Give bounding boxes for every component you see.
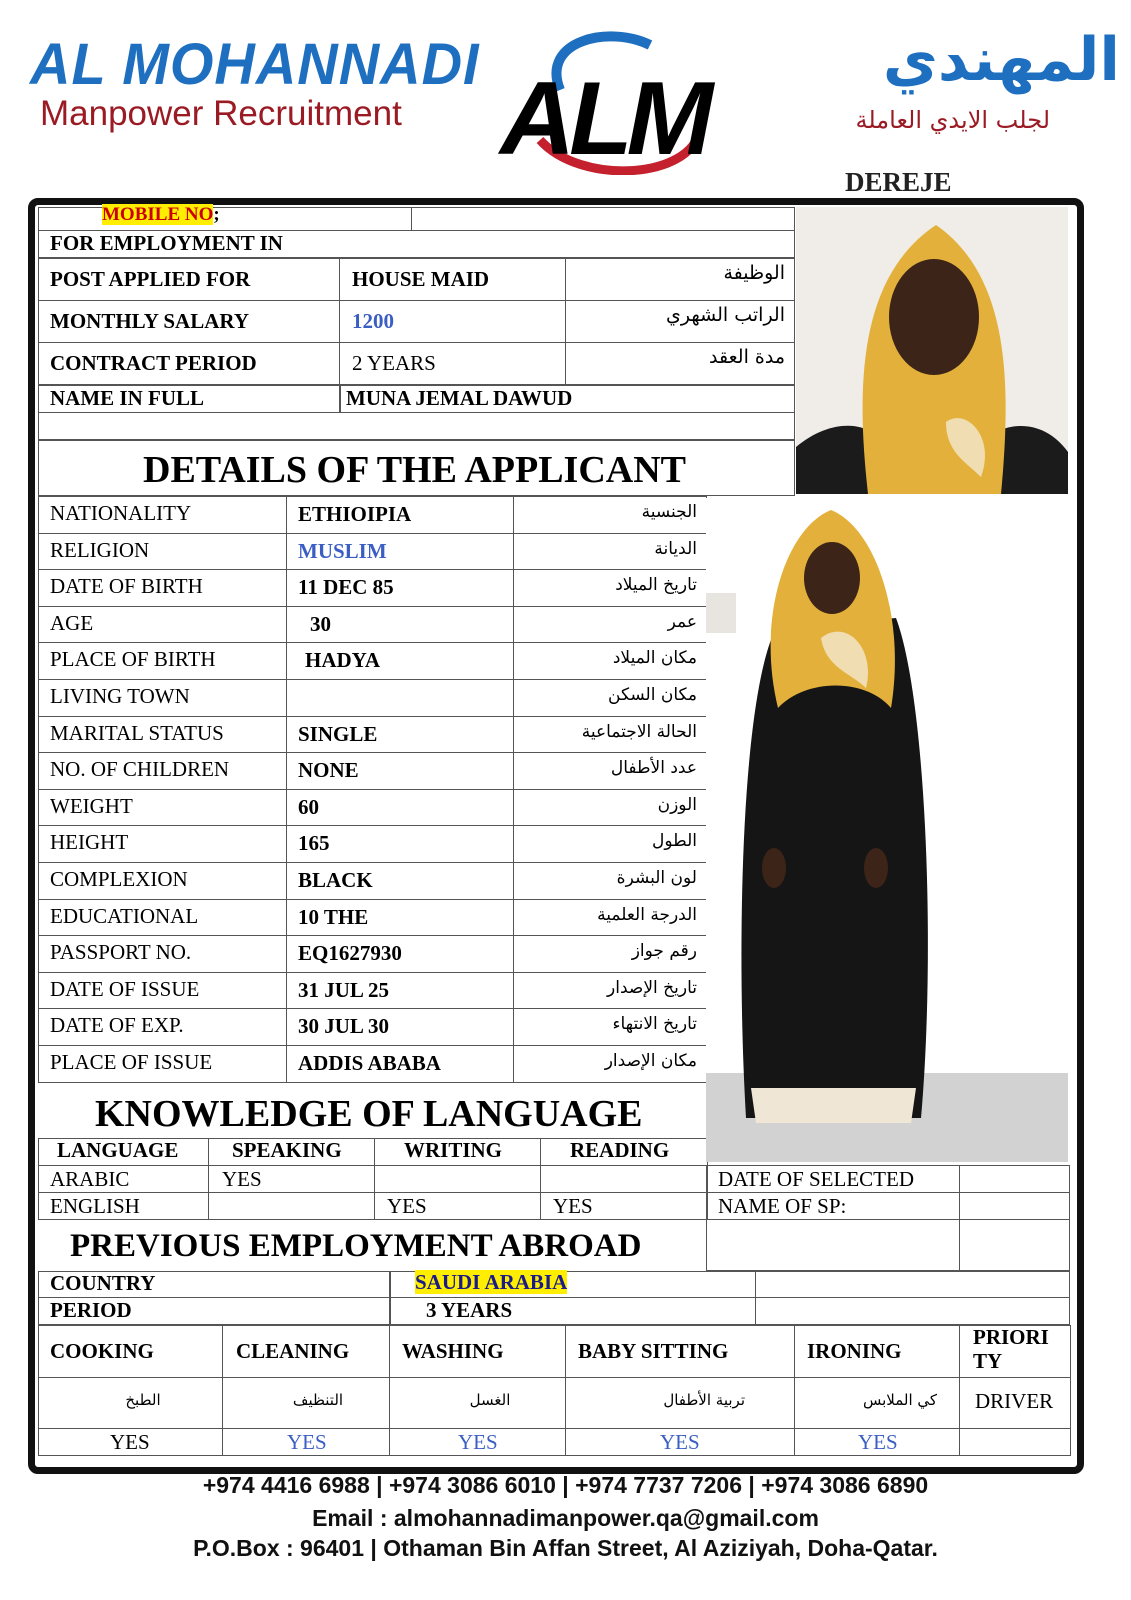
detail-value: 165 [298, 831, 330, 855]
skill-arabic: تربية الأطفال [663, 1391, 745, 1409]
detail-value-cell [286, 789, 514, 826]
top-row-label: MONTHLY SALARY [50, 309, 249, 333]
language-value: YES [387, 1194, 427, 1218]
top-row-arabic: مدة العقد [709, 346, 785, 368]
name-label: NAME IN FULL [50, 386, 205, 410]
skill-value: YES [287, 1430, 327, 1454]
top-row-arabic: الراتب الشهري [666, 304, 785, 326]
detail-arabic: الدرجة العلمية [597, 905, 697, 925]
detail-label: LIVING TOWN [50, 684, 190, 708]
language-cell [374, 1165, 541, 1193]
detail-label: HEIGHT [50, 830, 129, 854]
detail-arabic: الديانة [654, 539, 697, 559]
language-cell [540, 1165, 708, 1193]
skill-header: WASHING [402, 1339, 504, 1363]
detail-value: BLACK [298, 868, 373, 892]
detail-label: COMPLEXION [50, 867, 188, 891]
mobile-label: MOBILE NO; [102, 204, 220, 225]
detail-value: SINGLE [298, 722, 378, 746]
brand-english [30, 30, 500, 144]
full-body-image [706, 498, 1068, 1162]
details-title-cell [38, 440, 795, 496]
logo-text: ALM [500, 61, 708, 177]
detail-value: 10 THE [298, 905, 369, 929]
applicant-full-photo [706, 498, 1068, 1162]
skill-value: YES [858, 1430, 898, 1454]
brand-arabic-title: المهندي [882, 25, 1120, 95]
language-value: ARABIC [50, 1167, 130, 1191]
skill-value: YES [660, 1430, 700, 1454]
detail-label: NO. OF CHILDREN [50, 757, 230, 781]
skill-header: PRIORI TY [973, 1325, 1049, 1373]
skill-arabic: التنظيف [292, 1391, 344, 1409]
detail-value-cell [286, 679, 514, 717]
agent-name: DEREJE [845, 167, 952, 197]
language-header: LANGUAGE [57, 1138, 179, 1162]
language-header: WRITING [404, 1138, 503, 1162]
footer-phones: +974 4416 6988 | +974 3086 6010 | +974 7737 7206 | +974 3086 6890 [202, 1472, 929, 1498]
sponsor-name-label: NAME OF SP: [718, 1194, 847, 1218]
skills-cell [959, 1428, 1071, 1456]
skill-arabic: كي الملابس [862, 1391, 938, 1409]
skill-header: COOKING [50, 1339, 154, 1363]
detail-label: PASSPORT NO. [50, 940, 192, 964]
detail-label: RELIGION [50, 538, 150, 562]
top-row-arabic: الوظيفة [723, 262, 785, 284]
top-row-label: POST APPLIED FOR [50, 267, 251, 291]
skill-value: YES [110, 1430, 150, 1454]
period-value: 3 YEARS [426, 1298, 513, 1322]
top-row-value: HOUSE MAID [352, 267, 490, 291]
detail-label: DATE OF BIRTH [50, 574, 203, 598]
detail-arabic: مكان الإصدار [604, 1051, 697, 1071]
brand-name: AL MOHANNADI [30, 30, 480, 97]
detail-label: DATE OF ISSUE [50, 977, 200, 1001]
employment-in-label: FOR EMPLOYMENT IN [50, 231, 283, 255]
footer-email: Email : almohannadimanpower.qa@gmail.com [312, 1505, 819, 1531]
detail-arabic: لون البشرة [616, 868, 697, 888]
detail-value: 11 DEC 85 [298, 575, 394, 599]
detail-label: EDUCATIONAL [50, 904, 199, 928]
detail-value: HADYA [305, 648, 381, 672]
language-header: READING [570, 1138, 670, 1162]
detail-value: ADDIS ABABA [298, 1051, 441, 1075]
detail-arabic: مكان الميلاد [612, 648, 697, 668]
detail-label: DATE OF EXP. [50, 1013, 184, 1037]
detail-arabic: عمر [667, 612, 697, 632]
language-value: YES [222, 1167, 262, 1191]
applicant-portrait-photo [796, 207, 1068, 494]
detail-value: ETHIOIPIA [298, 502, 412, 526]
alm-logo [500, 20, 730, 175]
detail-label: PLACE OF ISSUE [50, 1050, 213, 1074]
priority-value: DRIVER [975, 1389, 1054, 1413]
detail-value: 30 JUL 30 [298, 1014, 390, 1038]
detail-label: PLACE OF BIRTH [50, 647, 216, 671]
detail-arabic: تاريخ الميلاد [615, 575, 697, 595]
language-value: ENGLISH [50, 1194, 140, 1218]
detail-arabic: الجنسية [641, 502, 697, 522]
skill-arabic: الطبخ [125, 1391, 161, 1409]
detail-label: MARITAL STATUS [50, 721, 224, 745]
detail-arabic: تاريخ الإصدار [607, 978, 697, 998]
detail-arabic: عدد الأطفال [610, 758, 697, 778]
name-value: MUNA JEMAL DAWUD [346, 386, 573, 410]
top-row-value: 2 YEARS [352, 351, 436, 375]
detail-label: NATIONALITY [50, 501, 192, 525]
brand-arabic [740, 20, 1120, 150]
top-row-value: 1200 [352, 309, 394, 333]
date-selected-label: DATE OF SELECTED [718, 1167, 914, 1191]
language-cell [208, 1192, 375, 1220]
detail-arabic: الحالة الاجتماعية [581, 722, 697, 742]
language-title: KNOWLEDGE OF LANGUAGE [95, 1093, 643, 1135]
footer-address: P.O.Box : 96401 | Othaman Bin Affan Street, Al Aziziyah, Doha-Qatar. [193, 1535, 938, 1561]
detail-value: 60 [298, 795, 319, 819]
skill-value: YES [458, 1430, 498, 1454]
period-label: PERIOD [50, 1298, 132, 1322]
detail-label: AGE [50, 611, 94, 635]
language-value: YES [553, 1194, 593, 1218]
detail-arabic: تاريخ الانتهاء [612, 1014, 697, 1034]
skill-header: BABY SITTING [578, 1339, 729, 1363]
detail-arabic: رقم جواز [631, 941, 697, 961]
details-title: DETAILS OF THE APPLICANT [143, 449, 687, 491]
detail-value: MUSLIM [298, 539, 387, 563]
skill-header: IRONING [807, 1339, 902, 1363]
detail-arabic: مكان السكن [608, 685, 697, 705]
skill-arabic: الغسل [469, 1391, 511, 1409]
detail-arabic: الوزن [657, 795, 697, 815]
detail-label: WEIGHT [50, 794, 133, 818]
detail-value: 31 JUL 25 [298, 978, 390, 1002]
detail-value: 30 [310, 612, 331, 636]
brand-tagline: Manpower Recruitment [40, 94, 402, 133]
previous-employment-title: PREVIOUS EMPLOYMENT ABROAD [70, 1228, 642, 1264]
brand-arabic-subtitle: لجلب الايدي العاملة [855, 106, 1050, 134]
country-label: COUNTRY [50, 1271, 156, 1295]
language-header: SPEAKING [232, 1138, 342, 1162]
detail-value: NONE [298, 758, 359, 782]
top-row-label: CONTRACT PERIOD [50, 351, 257, 375]
portrait-image [796, 207, 1068, 494]
detail-value: EQ1627930 [298, 941, 402, 965]
skill-header: CLEANING [236, 1339, 350, 1363]
detail-arabic: الطول [652, 831, 697, 851]
country-value: SAUDI ARABIA [415, 1270, 568, 1294]
